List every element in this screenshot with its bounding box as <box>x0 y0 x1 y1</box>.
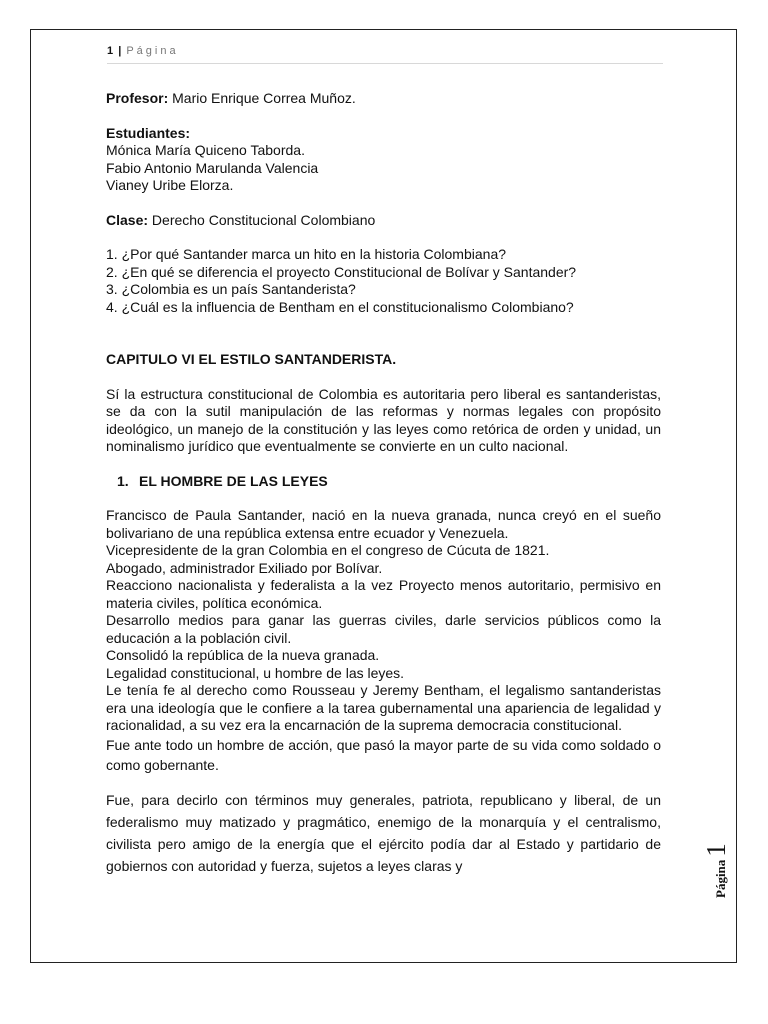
section-heading <box>106 473 661 491</box>
footer-page-number: 1 <box>701 843 731 857</box>
page-footer <box>701 843 732 898</box>
chapter-title: CAPITULO VI EL ESTILO SANTANDERISTA. <box>106 351 397 367</box>
class-label: Clase: <box>106 211 149 228</box>
section-line: Legalidad constitucional, u hombre de las leyes. <box>106 664 405 681</box>
section-line: Vicepresidente de la gran Colombia en el congreso de Cúcuta de 1821. <box>106 542 550 558</box>
question-item: 4. ¿Cuál es la influencia de Bentham en el constitucionalismo Colombiano? <box>106 298 574 315</box>
student-name: Mónica María Quiceno Taborda. <box>106 142 305 158</box>
question-item: 1. ¿Por qué Santander marca un hito en la historia Colombiana? <box>106 246 507 262</box>
student-name: Vianey Uribe Elorza. <box>106 177 234 193</box>
students-label: Estudiantes: <box>106 124 191 141</box>
student-name: Fabio Antonio Marulanda Valencia <box>106 159 319 176</box>
professor-label: Profesor: <box>106 90 169 106</box>
header-separator: | <box>118 45 122 57</box>
question-item: 2. ¿En qué se diferencia el proyecto Constitucional de Bolívar y Santander? <box>106 263 577 280</box>
professor-name: Mario Enrique Correa Muñoz. <box>172 90 356 106</box>
section-action-paragraph: Fue ante todo un hombre de acción, que pasó la mayor parte de su vida como soldado o como gobernante. <box>106 736 661 773</box>
section-line: Consolidó la república de la nueva granada. <box>106 647 380 663</box>
section-line: Abogado, administrador Exiliado por Bolívar. <box>106 559 383 576</box>
footer-page-word: Página <box>713 859 728 898</box>
document-body <box>106 90 661 877</box>
section-title: EL HOMBRE DE LAS LEYES <box>139 472 328 489</box>
page-header <box>107 45 663 64</box>
section-line: Francisco de Paula Santander, nació en la nueva granada, nunca creyó en el sueño bolivariano de una república extensa entre ecuador y Venezuela. <box>106 507 661 541</box>
header-page-word: Página <box>126 45 179 57</box>
section-final-paragraph: Fue, para decirlo con términos muy generales, patriota, republicano y liberal, de un federalismo muy matizado y pragmático, enemigo de la monarquía y el centralismo, civilista pero amigo de la energía que el ejército podía dar al Estado y partidario de gobiernos con autoridad y fuerza, sujetos a leyes claras y <box>106 791 661 874</box>
section-line: Le tenía fe al derecho como Rousseau y Jeremy Bentham, el legalismo santanderistas era una ideología que le confiere a la tarea gubernamental una apariencia de legalidad y racionalidad, a su vez era la encarnación de la suprema democracia constitucional. <box>106 682 661 733</box>
section-number: 1. <box>117 472 129 489</box>
section-line: Desarrollo medios para ganar las guerras civiles, darle servicios públicos como la educación a la población civil. <box>106 612 661 646</box>
class-value: Derecho Constitucional Colombiano <box>151 211 376 228</box>
class-line <box>106 212 661 230</box>
professor-line <box>106 90 661 108</box>
header-page-number: 1 <box>107 45 114 57</box>
section-line: Reacciono nacionalista y federalista a la vez Proyecto menos autoritario, permisivo en materia civiles, política económica. <box>106 577 661 611</box>
question-item: 3. ¿Colombia es un país Santanderista? <box>106 281 356 297</box>
chapter-intro: Sí la estructura constitucional de Colombia es autoritaria pero liberal es santanderistas, se da con la sutil manipulación de las reformas y normas legales con propósito ideológico, un manejo de la constitución y las leyes como retórica de orden y unidad, un nominalismo jurídico que eventualmente se convierte en un culto nacional. <box>106 385 661 454</box>
